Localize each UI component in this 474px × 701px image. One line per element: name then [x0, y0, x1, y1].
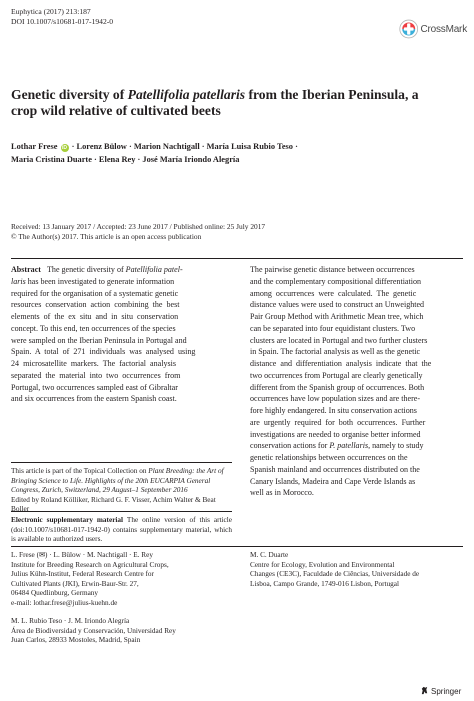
abstract-line: distance and differentiation analysis indicate that the [250, 359, 432, 368]
affiliation-block-frese [11, 551, 169, 608]
crossmark-badge[interactable] [399, 14, 467, 44]
abstract-line: required for the organisation of a systematic genetic [11, 288, 179, 298]
abstract-line: The pairwise genetic distance between occurrences [250, 265, 415, 274]
crossmark-icon [399, 17, 418, 41]
springer-horse-icon [420, 686, 429, 695]
abstract-line: Spanish mainland and occurrences distributed on the [250, 464, 420, 474]
title-species: Patellifolia patellaris [127, 87, 246, 102]
abstract-line: Spain. A total of 271 individuals was analysed using [11, 347, 196, 357]
affiliation-line: 06484 Quedlinburg, Germany [11, 589, 99, 597]
publisher-name: Springer [431, 687, 462, 696]
affiliation-line: Julius Kühn-Institut, Federal Research Centre for [11, 570, 154, 578]
affiliation-line: Lisboa, Campo Grande, 1749-016 Lisbon, Portugal [250, 579, 400, 588]
abstract-line: Portugal, two occurrences sampled east of Gibraltar [11, 382, 178, 392]
affiliation-line: L. Frese (✉) · L. Bülow · M. Nachtigall · E. Rey [11, 551, 153, 559]
abstract-line: concept. To this end, ten occurrences of the species [11, 323, 176, 333]
collection-editors: Edited by Roland Kölliker, Richard G. F. Visser, Achim Walter & Beat Boller [11, 495, 216, 514]
crossmark-label: CrossMark [420, 23, 467, 35]
abstract-line: well as in Morocco. [250, 488, 314, 498]
article-title [11, 87, 421, 119]
affiliation-line: M. C. Duarte [250, 551, 289, 559]
journal-header [11, 7, 113, 27]
esm-divider [11, 511, 232, 512]
esm-text: The online version of this article (doi:10.1007/s10681-017-1942-0) contains supplementary material, which is available to authorized users. [11, 516, 233, 544]
abstract-line: occurrences have low population sizes and are there- [250, 394, 421, 404]
affiliation-block-duarte [250, 551, 419, 589]
collection-note-title: Plant Breeding: the Art of Bringing Science to Life. Highlights of the 20th EUCARPIA General Congress, Zurich, Switzerland, 29 August–1 September 2016 [11, 467, 224, 495]
abstract-line: in Spain. The factorial analysis as well as the genetic [250, 347, 421, 357]
abstract-line: genetic relationships between occurrences on the [250, 453, 408, 462]
abstract-line: can be separated into four equidistant clusters. Two [250, 323, 416, 333]
abstract-line: Canary Islands, Madeira and Cape Verde Islands as [250, 476, 416, 486]
authors-line-1-rest: · Lorenz Bülow · Marion Nachtigall · María Luisa Rubio Teso · [69, 142, 298, 151]
abstract-line: and the complementary compositional differentiation [250, 276, 422, 286]
history-dates: Received: 13 January 2017 / Accepted: 23 June 2017 / Published online: 25 July 2017 [11, 222, 266, 231]
affiliation-line: Cultivated Plants (JKI), Erwin-Baur-Str. 27, [11, 579, 139, 588]
title-part-3: from the Iberian Peninsula, a crop wild relative of cultivated beets [11, 87, 419, 119]
esm-note [11, 516, 232, 545]
abstract-right-column [250, 264, 471, 499]
affiliation-block-rubio [11, 617, 176, 646]
author-line-1 [11, 141, 421, 154]
abstract-line: conservation actions for P. patellaris, namely to study [250, 441, 424, 451]
doi-line: DOI 10.1007/s10681-017-1942-0 [11, 17, 114, 27]
publication-dates [11, 222, 451, 242]
affiliation-line: Juan Carlos, 28933 Mostoles, Madrid, Spain [11, 636, 141, 644]
author-line-2: Maria Cristina Duarte · Elena Rey · José María Iriondo Alegría [11, 154, 240, 164]
abstract-line: different from the Spanish group of occurrences. Both [250, 382, 425, 392]
abstract-line: were sampled on the Iberian Peninsula in Portugal and [11, 335, 187, 345]
abstract-divider [11, 258, 463, 259]
author-list [11, 141, 421, 166]
note-divider [11, 462, 232, 463]
affiliation-divider [11, 546, 463, 547]
affiliation-line: Área de Biodiversidad y Conservación, Universidad Rey [11, 626, 176, 635]
abstract-line: investigations are needed to organise better informed [250, 429, 421, 439]
abstract-line: resources conservation action combining the best [11, 300, 180, 310]
abstract-line: two occurrences from Portugal are clearly genetically [250, 370, 423, 380]
affiliation-line: e-mail: lothar.frese@julius-kuehn.de [11, 598, 118, 607]
title-part-1: Genetic diversity of [11, 87, 128, 102]
copyright-line: © The Author(s) 2017. This article is an open access publication [11, 231, 202, 241]
abstract-line: distance values were used to construct an Unweighted [250, 300, 425, 310]
abstract-line: fore highly endangered. In situ conservation actions [250, 406, 417, 415]
abstract-line: elements of the ex situ and in situ conservation [11, 312, 179, 321]
esm-heading: Electronic supplementary material [11, 516, 124, 524]
abstract-line: 24 microsatellite markers. The factorial analysis [11, 359, 176, 368]
abstract-line: clusters are located in Portugal and two further clusters [250, 335, 428, 345]
affiliation-line: Centre for Ecology, Evolution and Environmental [250, 560, 395, 569]
journal-citation: Euphytica (2017) 213:187 [11, 7, 91, 16]
abstract-line: and six occurrences from the eastern Spanish coast. [11, 394, 177, 404]
abstract-line: Abstract The genetic diversity of Patellifolia patel- [11, 265, 183, 274]
abstract-line: Pair Group Method with Arithmetic Mean tree, which [250, 312, 424, 321]
affiliation-line: Institute for Breeding Research on Agricultural Crops, [11, 560, 169, 569]
affiliation-line: M. L. Rubio Teso · J. M. Iriondo Alegría [11, 617, 130, 625]
abstract-line: laris has been investigated to generate information [11, 276, 175, 286]
topical-collection-note [11, 467, 232, 515]
abstract-left-column [11, 264, 232, 405]
first-author[interactable]: Lothar Frese [11, 142, 58, 151]
abstract-line: among occurrences were calculated. The genetic [250, 288, 417, 298]
affiliation-line: Changes (CE3C), Faculdade de Ciências, Universidade de [250, 570, 420, 578]
abstract-line: separated the material into two occurrences from [11, 370, 181, 380]
publisher-logo [420, 686, 461, 696]
collection-note-intro: This article is part of the Topical Collection on [11, 467, 149, 475]
abstract-heading: Abstract [11, 265, 41, 274]
orcid-icon[interactable]: iD [62, 145, 68, 151]
abstract-line: are urgently required for both occurrences. Further [250, 417, 426, 427]
